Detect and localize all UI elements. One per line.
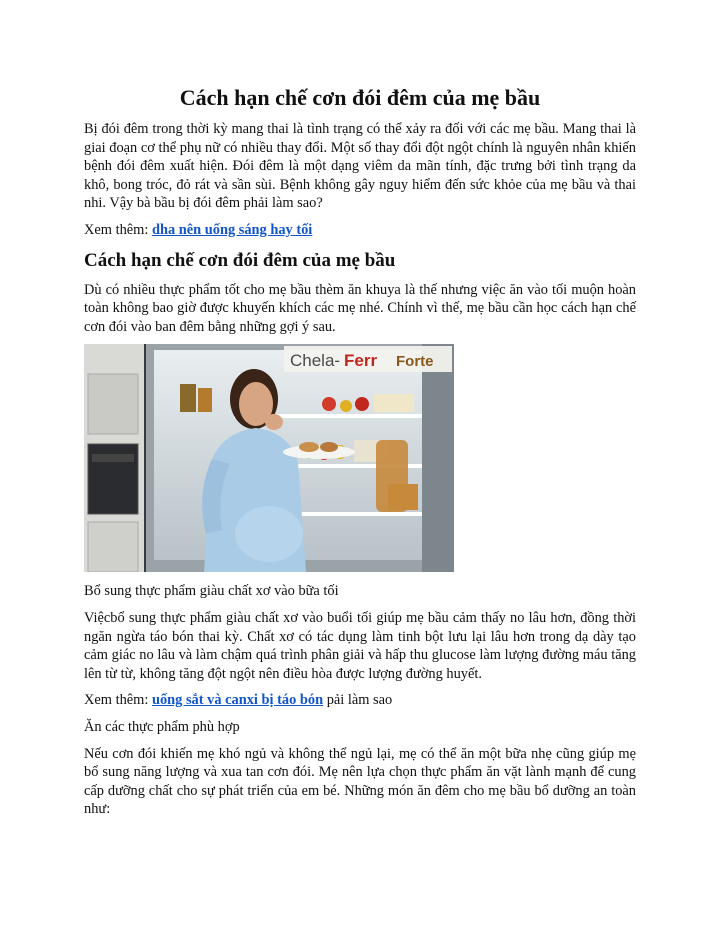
see-more-2-suffix: pải làm sao — [323, 692, 393, 709]
see-more-1-prefix: Xem thêm: — [84, 221, 152, 238]
see-more-1 — [84, 221, 636, 240]
pregnant-woman-fridge-photo — [84, 344, 454, 572]
document-page — [84, 84, 636, 827]
see-more-2 — [84, 691, 636, 710]
see-more-1-link[interactable]: dha nên uống sáng hay tối — [151, 221, 313, 238]
photo-illustration — [84, 344, 454, 572]
section-heading: Cách hạn chế cơn đói đêm của mẹ bầu — [84, 249, 396, 271]
paragraph-1: Việcbổ sung thực phẩm giàu chất xơ vào buổi tối giúp mẹ bầu cảm thấy no lâu hơn, đồng thời ngăn ngừa táo bón thai kỳ. Chất xơ có tác dụng làm tinh bột lưu lại lâu hơn trong dạ dày tạo cảm giác no lâu và làm chậm quá trình phân giải và hấp thu glucose làm lượng đường máu tăng lên từ từ, không tăng đột ngột nên điều hòa được lượng đường huyết. — [84, 609, 636, 682]
page-title: Cách hạn chế cơn đói đêm của mẹ bầu — [179, 85, 541, 110]
paragraph-2: Nếu cơn đói khiến mẹ khó ngủ và không thể ngủ lại, mẹ có thể ăn một bữa nhẹ cũng giúp mẹ bổ sung năng lượng và xua tan cơn đói. Mẹ nên lựa chọn thực phẩm ăn vặt lành mạnh để cung cấp dưỡng chất cho sự phát triển của em bé. Những món ăn đêm cho mẹ bầu bổ dưỡng an toàn như: — [84, 745, 636, 818]
brand-text-1: Chela- — [290, 351, 341, 371]
brand-text-2: Ferr — [344, 351, 378, 371]
subheading-1: Bổ sung thực phẩm giàu chất xơ vào bữa tối — [84, 583, 339, 600]
see-more-2-link[interactable]: uống sắt và canxi bị táo bón — [151, 692, 324, 709]
intro-paragraph: Bị đói đêm trong thời kỳ mang thai là tình trạng có thể xảy ra đối với các mẹ bầu. Mang thai là giai đoạn cơ thể phụ nữ có nhiều thay đổi. Một số thay đổi đột ngột chính là nguyên nhân khiến bệnh đói đêm xuất hiện. Đói đêm là một dạng viêm da mãn tính, đặc trưng bởi tình trạng da khô, bong tróc, đỏ rát và sần sùi. Bệnh không gây nguy hiểm đến sức khỏe của mẹ bầu và thai nhi. Vậy bà bầu bị đói đêm phải làm sao? — [84, 121, 636, 212]
brand-text-3: Forte — [396, 353, 434, 371]
subheading-2: Ăn các thực phẩm phù hợp — [84, 718, 240, 735]
section-intro-paragraph: Dù có nhiều thực phẩm tốt cho mẹ bầu thèm ăn khuya là thế nhưng việc ăn vào tối muộn hoàn toàn không bao giờ được khuyến khích các mẹ nhé. Chính vì thế, mẹ bầu cần học cách hạn chế cơn đói vào ban đêm bằng những gợi ý sau. — [84, 281, 636, 335]
see-more-2-prefix: Xem thêm: — [84, 692, 152, 709]
